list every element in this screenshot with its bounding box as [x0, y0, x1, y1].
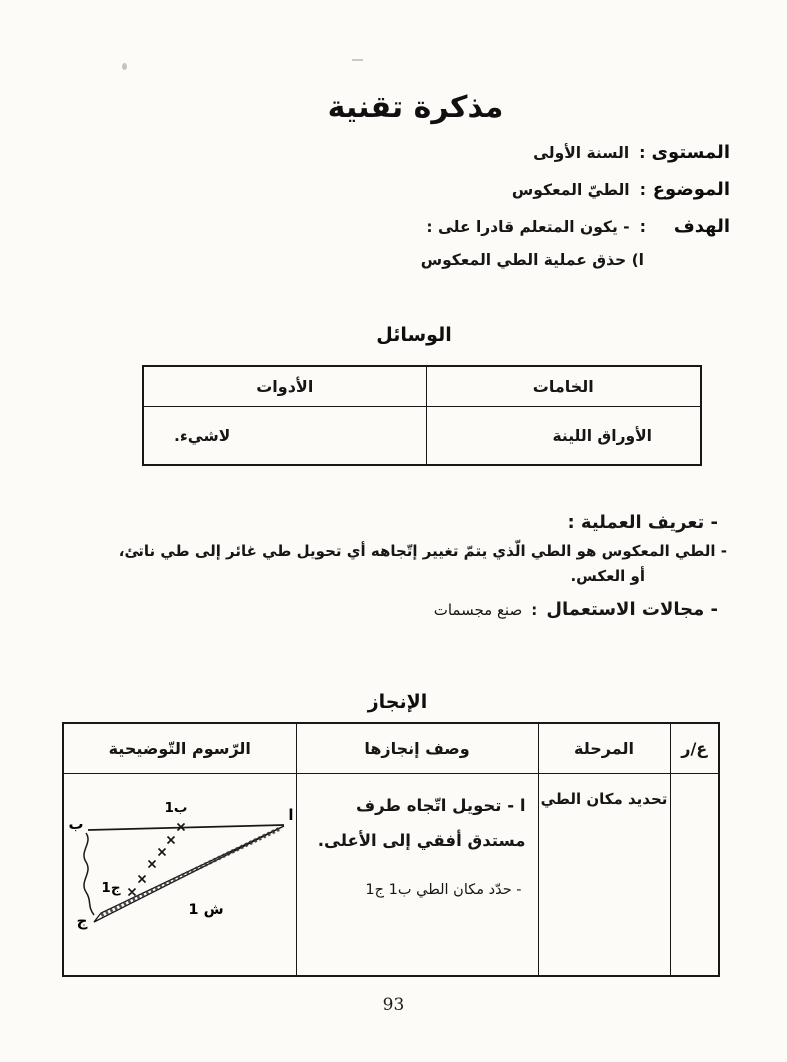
triangle-wavy-edge [83, 833, 93, 915]
materials-column-header: الخامات [426, 366, 701, 407]
vertex-a-label: ا [287, 806, 294, 824]
means-data-row [143, 407, 701, 466]
subject-value: الطيّ المعكوس [511, 181, 630, 199]
means-heading: الوسائل [376, 323, 452, 346]
fold-diagram [66, 774, 296, 955]
x-fold-marks [128, 824, 184, 896]
page-number: 93 [382, 995, 405, 1015]
stage-cell: تحديد مكان الطي [538, 774, 670, 977]
description-cell [296, 774, 538, 977]
usage-value: صنع مجسمات [433, 601, 523, 619]
meta-row-level [250, 142, 730, 179]
colon-separator: : [639, 217, 646, 236]
level-label: المستوى [651, 142, 730, 163]
colon-separator: : [639, 143, 646, 162]
definition-text-line1: - الطي المعكوس هو الطي الّذي يتمّ تغيير إتّجاهه أي تحويل طي غائر إلى طي ناتئ، [118, 542, 727, 560]
page-title: مذكرة تقنية [327, 90, 504, 126]
point-b1-label: ب1 [164, 800, 187, 816]
description-column-header: وصف إنجازها [296, 723, 538, 774]
point-j1-label: ج1 [100, 880, 121, 896]
means-table [142, 365, 702, 466]
execution-table [62, 722, 720, 977]
meta-row-objective [250, 216, 730, 253]
description-main-text: ا - تحويل اتّجاه طرف مستدق أفقي إلى الأعلى. [317, 796, 526, 850]
means-header-row [143, 366, 701, 407]
meta-row-subject [250, 179, 730, 216]
colon-separator: : [531, 601, 538, 619]
vertex-j-label: ج [76, 912, 87, 930]
level-value: السنة الأولى [533, 144, 630, 162]
execution-header-row [63, 723, 719, 774]
tools-cell: لاشيء. [143, 407, 426, 466]
figure-cell [63, 774, 296, 977]
execution-data-row [63, 774, 719, 977]
objective-value: - يكون المتعلم قادرا على : [426, 218, 630, 236]
meta-section [250, 142, 730, 285]
subject-label: الموضوع [652, 179, 730, 200]
definition-text-line2: أو العكس. [570, 567, 645, 585]
description-sub-text: - حدّد مكان الطي ب1 ج1 [365, 882, 522, 898]
materials-cell: الأوراق اللينة [426, 407, 701, 466]
scan-artifact [122, 63, 127, 70]
stage-column-header: المرحلة [538, 723, 670, 774]
vertex-b-label: ب [67, 815, 84, 833]
objective-item: ا) حذق عملية الطي المعكوس [420, 251, 644, 269]
usage-heading: - مجالات الاستعمال [546, 599, 718, 620]
tools-column-header: الأدوات [143, 366, 426, 407]
figure-caption: ش 1 [187, 902, 224, 918]
triangle-top-edge [88, 825, 284, 830]
objective-label: الهدف [673, 216, 730, 237]
usage-section [434, 599, 718, 620]
execution-heading: الإنجاز [367, 690, 428, 713]
row-number-cell [670, 774, 719, 977]
number-column-header: ع/ر [670, 723, 719, 774]
definition-heading: - تعريف العملية : [567, 512, 718, 533]
scan-artifact [352, 59, 363, 61]
drawings-column-header: الرّسوم التّوضيحية [63, 723, 296, 774]
colon-separator: : [639, 180, 646, 199]
